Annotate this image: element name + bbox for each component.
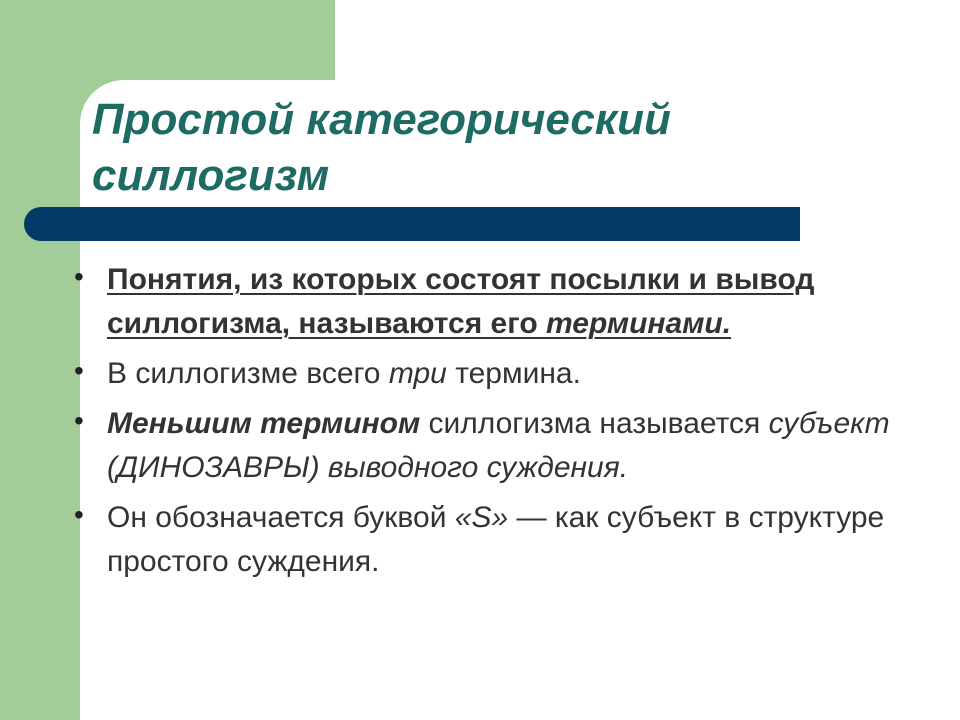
three-emphasis: три xyxy=(388,357,447,390)
bullet-item-letter-s xyxy=(74,496,894,584)
bullet-dot-icon: • xyxy=(74,355,84,386)
terms-emphasis: терминами. xyxy=(546,307,732,340)
slide-title: Простой категорический силлогизм xyxy=(92,95,671,200)
bullet-dot-icon: • xyxy=(74,405,84,436)
letter-s-text-end: — как субъект в структуре простого суждения. xyxy=(107,501,885,578)
minor-term-text: силлогизма называется xyxy=(420,407,769,440)
bullet-dot-icon: • xyxy=(74,499,84,530)
bullet-dot-icon: • xyxy=(74,261,84,292)
bullet-item-terms xyxy=(74,258,894,346)
three-terms-text-start: В силлогизме всего xyxy=(107,357,389,390)
letter-s-emphasis: «S» xyxy=(454,501,509,534)
bullet-list xyxy=(74,258,894,590)
bullet-item-minor-term xyxy=(74,402,894,490)
minor-term-label: Меньшим термином xyxy=(107,407,421,440)
terms-definition-text: Понятия, из которых состоят посылки и вывод силлогизма, называются его терминами. xyxy=(107,263,815,340)
bullet-item-three-terms xyxy=(74,352,894,396)
three-terms-text-end: термина. xyxy=(446,357,581,390)
title-underline-bar xyxy=(24,207,800,241)
subject-emphasis: субъект (ДИНОЗАВРЫ) выводного суждения. xyxy=(107,407,890,484)
letter-s-text-start: Он обозначается буквой xyxy=(107,501,455,534)
